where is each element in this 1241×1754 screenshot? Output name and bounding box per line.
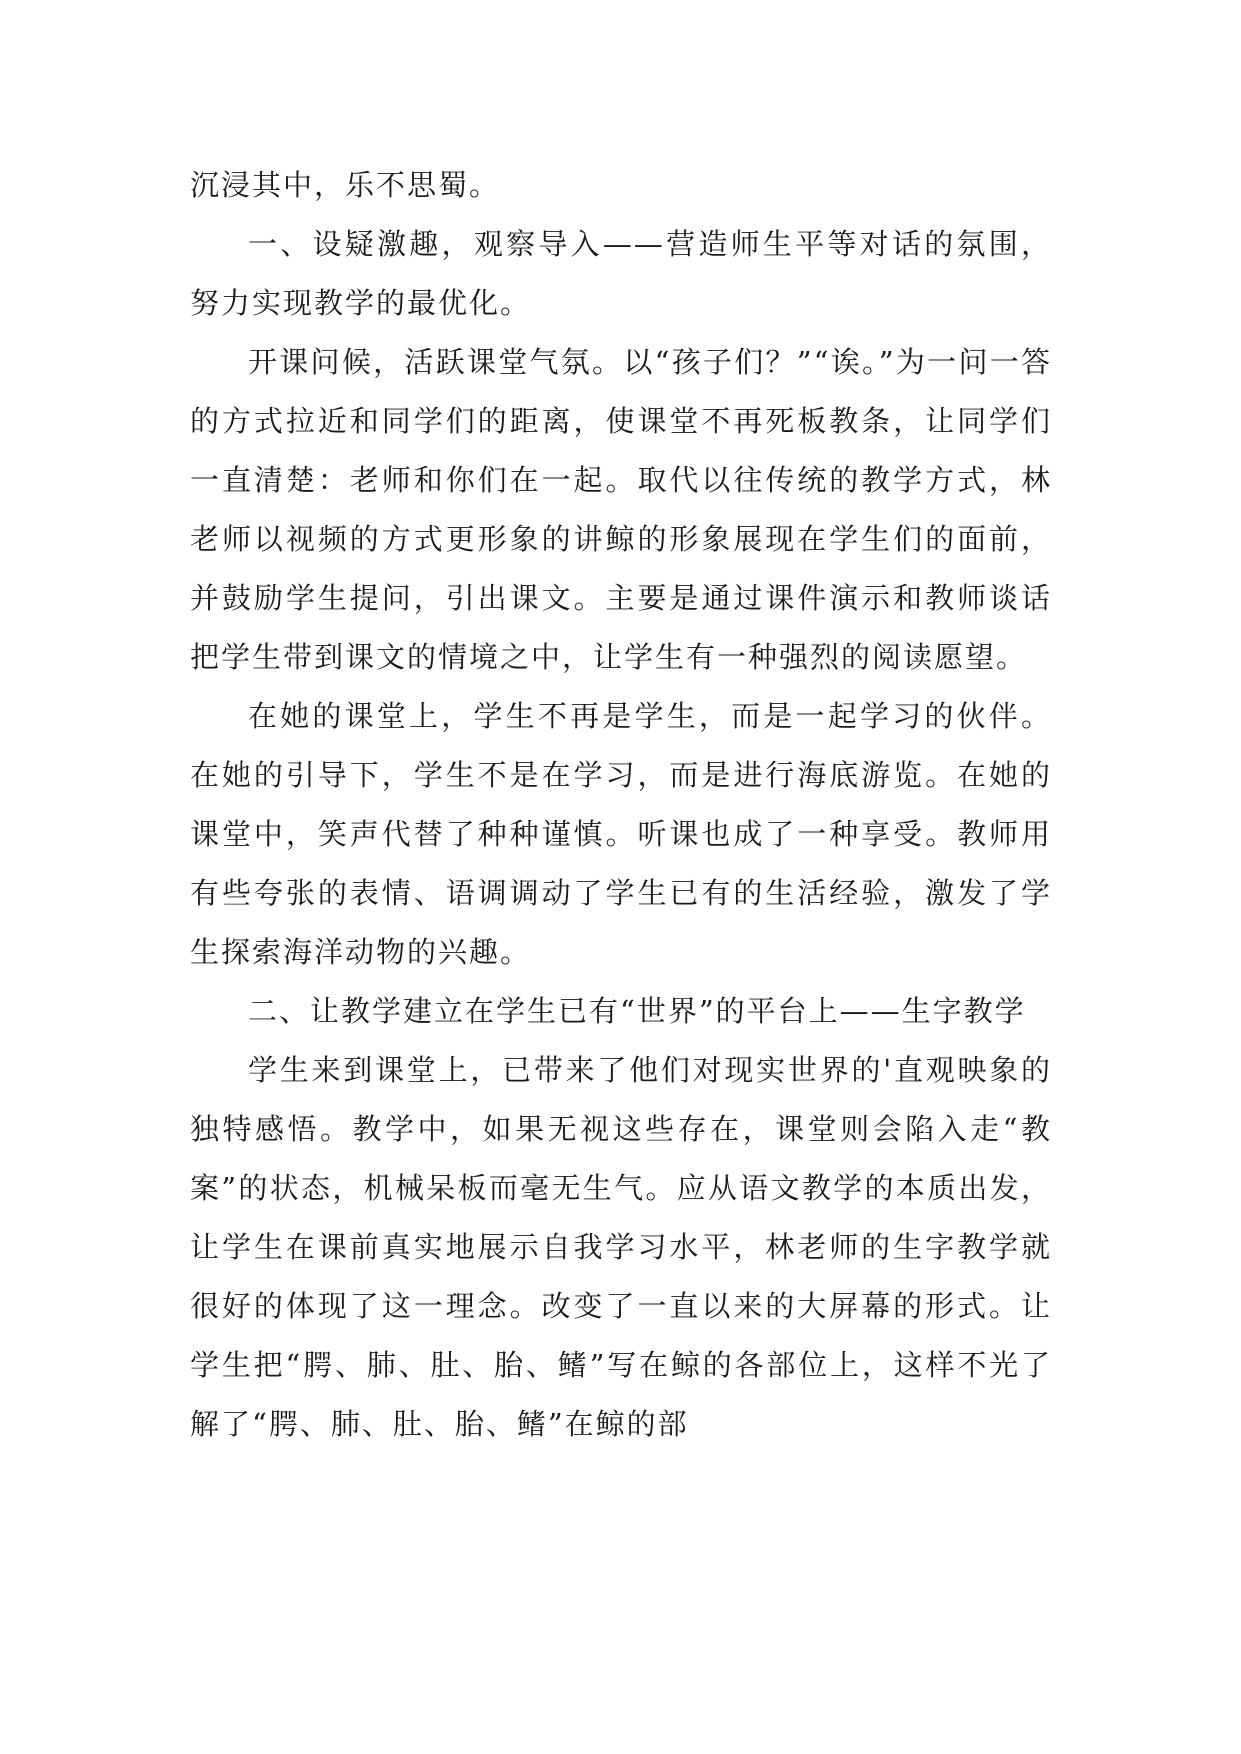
section-heading-1: 一、设疑激趣，观察导入——营造师生平等对话的氛围，努力实现教学的最优化。	[190, 227, 1052, 320]
paragraph: 在她的课堂上，学生不再是学生，而是一起学习的伙伴。在她的引导下，学生不是在学习，而是进行海底游览。在她的课堂中，笑声代替了种种谨慎。听课也成了一种享受。教师用有些夸张的表情、语调调动了学生已有的生活经验，激发了学生探索海洋动物的兴趣。	[190, 699, 1052, 969]
section-heading-2: 二、让教学建立在学生已有“世界”的平台上——生字教学	[248, 994, 1026, 1028]
paragraph: 沉浸其中，乐不思蜀。	[190, 168, 501, 202]
paragraph: 学生来到课堂上，已带来了他们对现实世界的'直观映象的独特感悟。教学中，如果无视这些存在，课堂则会陷入走“教案”的状态，机械呆板而毫无生气。应从语文教学的本质出发，让学生在课前真实地展示自我学习水平，林老师的生字教学就很好的体现了这一理念。改变了一直以来的大屏幕的形式。让学生把“腭、肺、肚、胎、鳍”写在鲸的各部位上，这样不光了解了“腭、肺、肚、胎、鳍”在鲸的部	[190, 1053, 1052, 1441]
body-text	[190, 156, 1052, 1454]
paragraph: 开课问候，活跃课堂气氛。以“孩子们？”“诶。”为一问一答的方式拉近和同学们的距离，使课堂不再死板教条，让同学们一直清楚：老师和你们在一起。取代以往传统的教学方式，林老师以视频的方式更形象的讲鲸的形象展现在学生们的面前，并鼓励学生提问，引出课文。主要是通过课件演示和教师谈话把学生带到课文的情境之中，让学生有一种强烈的阅读愿望。	[190, 345, 1052, 674]
